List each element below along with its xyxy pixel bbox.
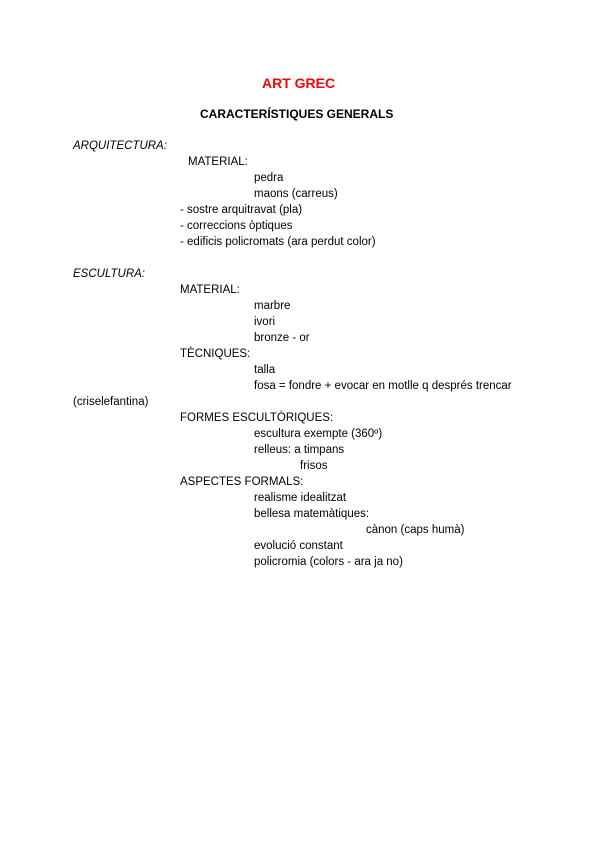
escultura-aspecte-item: realisme idealitzat [254, 492, 347, 504]
escultura-material-item: marbre [254, 300, 291, 312]
section-heading-arquitectura: ARQUITECTURA: [73, 140, 167, 152]
escultura-tecnica-continuation: (criselefantina) [73, 396, 149, 408]
escultura-aspecte-item: bellesa matemàtiques: [254, 508, 370, 520]
arquitectura-material-item: maons (carreus) [254, 188, 338, 200]
arquitectura-feature: - sostre arquitravat (pla) [180, 204, 303, 216]
arquitectura-material-label: MATERIAL: [188, 156, 248, 168]
arquitectura-feature: - correccions òptiques [180, 220, 293, 232]
escultura-aspecte-item: policromia (colors - ara ja no) [254, 556, 403, 568]
escultura-forma-item: escultura exempte (360º) [254, 428, 383, 440]
section-heading-escultura: ESCULTURA: [73, 268, 145, 280]
escultura-tecniques-label: TÈCNIQUES: [180, 348, 251, 360]
escultura-aspecte-item: evolució constant [254, 540, 343, 552]
escultura-forma-subitem: frisos [300, 460, 328, 472]
escultura-forma-item: relleus: a timpans [254, 444, 345, 456]
escultura-aspectes-label: ASPECTES FORMALS: [180, 476, 304, 488]
escultura-tecnica-item: fosa = fondre + evocar en motlle q després trencar [254, 380, 512, 392]
page-title: ART GREC [262, 75, 336, 91]
escultura-material-label: MATERIAL: [180, 284, 240, 296]
arquitectura-material-item: pedra [254, 172, 284, 184]
arquitectura-feature: - edificis policromats (ara perdut color) [180, 236, 376, 248]
escultura-formes-label: FORMES ESCULTÒRIQUES: [180, 412, 334, 424]
escultura-material-item: bronze - or [254, 332, 310, 344]
escultura-aspecte-subitem: cànon (caps humà) [366, 524, 465, 536]
page-subtitle: CARACTERÍSTIQUES GENERALS [200, 107, 394, 121]
escultura-material-item: ivori [254, 316, 276, 328]
escultura-tecnica-item: talla [254, 364, 276, 376]
